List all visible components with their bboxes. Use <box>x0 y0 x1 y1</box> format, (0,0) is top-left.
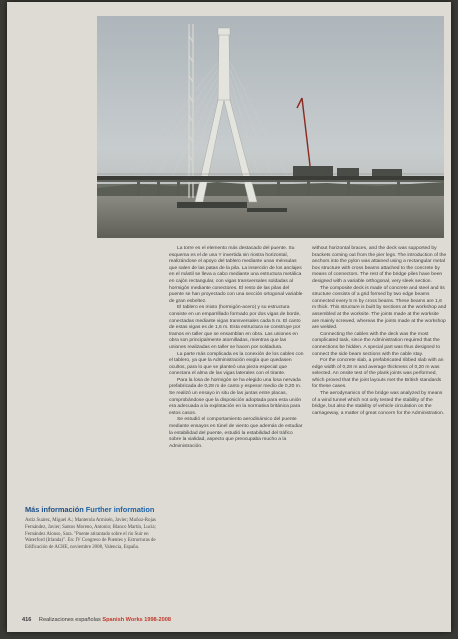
document-page <box>7 2 451 632</box>
cable-stayed-bridge-photo <box>97 16 444 238</box>
paragraph-en-2: The composite deck is made of concrete and steel and its structure consists of a grid formed by two edge beams connected every 5 m by cross beams. These beams are 1,6 m thick. This structure is built by sections at the workshop and assembled at the worksite. The joints made at the worksite are mainly screwed, whereas the joints made at the workshop are welded. <box>312 285 447 331</box>
footer-title-es: Realizaciones españolas <box>38 617 101 623</box>
title-english: Further information <box>85 505 155 514</box>
paragraph-en-3: Connecting the cables with the deck was the most complicated task, since the Administration required that the connections be hidden. A special part was thus designed to connect the side beam sections with the cable stay. <box>312 331 441 357</box>
page-number: 416 <box>22 617 32 623</box>
reference-citation: Astiz Suárez, Miguel A.; Manterola Armisén, Javier; Muñoz-Rojas Fernández, Javier; Santos Moreno, Antonio; Blanco Martín, Lucía; Fernández Alonso, Sara. "Puente atirantado sobre el río Suir en Waterford (Irlanda)". En: IV Congreso de Puentes y Estructuras de Edificación de ACHE, noviembre 2008, Valencia, España. <box>25 518 156 551</box>
body-column-english <box>312 246 447 417</box>
title-spanish: Más información <box>25 505 84 514</box>
further-information-box <box>25 505 166 552</box>
paragraph-es-4: Para la losa de hormigón se ha elegido una losa nervada prefabricada de 0,28 m de canto y espesor medio de 0,20 m. Se realizó un ensayo in situ de las juntas entre placas, comprobándose que la disposición adoptada para esta unión era adecuada a la explotación en la normativa británica para estos casos. <box>169 377 302 416</box>
paragraph-en-1: without horizontal braces, and the deck was supported by brackets coming out from the pier legs. The introduction of the anchors into the pylon was attained using a rectangular metal box structure with cross beams attached to the concrete by means of connectors. The rest of the bridge piles have been designed with a variable orthogonal, very sleek section. <box>312 246 447 284</box>
river-water <box>97 196 444 238</box>
paragraph-en-5: The aerodynamics of the bridge was analyzed by means of a wind tunnel which not only tested the stability of the bridge, but also the stability of vehicle circulation on the carriageway, a matter of great concern for the Administration. <box>312 391 445 416</box>
paragraph-es-3: La parte más complicada es la conexión de los cables con el tablero, ya que la Administración exigía que quedasen ocultos, para lo que se planteó una pieza especial que conectara el alma de las vigas laterales con el tirante. <box>169 351 304 377</box>
paragraph-es-1: La torre es el elemento más destacado del puente. Su esquema es el de una Y invertida sin riostra horizontal, realizándose el apoyo del tablero mediante unas ménsulas que salen de las patas de la pila. La inserción de los anclajes en el mástil se lleva a cabo mediante una estructura metálica en cajón rectangular, con vigas transversales soldadas al hormigón mediante conectores. El resto de las pilas del puente se han proyectado con una sección ortogonal variable de gran esbeltez. <box>169 246 303 304</box>
body-column-spanish <box>169 246 304 450</box>
footer-title-en: Spanish Works 1998-2008 <box>102 617 171 623</box>
paragraph-en-4: For the concrete slab, a prefabricated ribbed slab with an edge width of 0,28 m and average thickness of 0,20 m was selected. An onsite test of the plank joints was performed, which proved that the joint layouts met the British standards for these cases. <box>312 358 444 390</box>
paragraph-es-2: El tablero es mixto (hormigón-acero) y su estructura consiste en un emparrillado formado por dos vigas de borde, conectadas mediante vigas transversales cada 5 m. El canto de estas vigas es de 1,6 m. Esta estructura se construye por tramos en taller que se ensamblan en obra. Las uniones en obra son principalmente atornilladas, mientras que las uniones realizadas en taller se hacen por soldadura. <box>169 305 301 350</box>
paragraph-es-5: Se estudió el comportamiento aerodinámico del puente mediante ensayos en túnel de viento que además de estudiar la estabilidad del puente, estudió la estabilidad del tráfico sobre la vialidad, aspecto que preocupaba mucho a la Administración. <box>169 417 303 449</box>
page-footer <box>22 617 171 623</box>
further-information-title <box>25 505 166 514</box>
